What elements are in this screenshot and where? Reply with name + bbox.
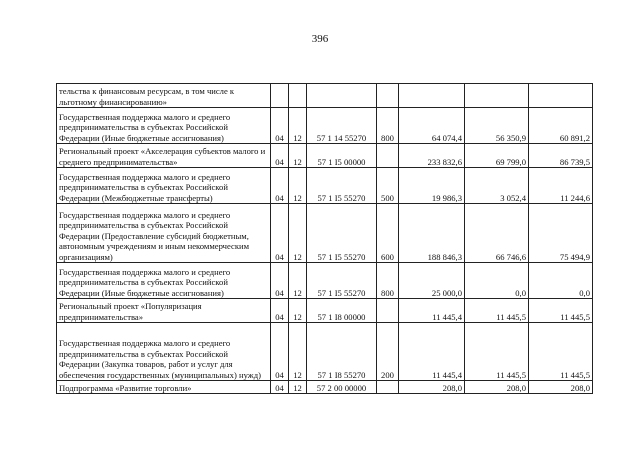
expense-type-code xyxy=(377,84,399,108)
expense-type-code: 800 xyxy=(377,108,399,144)
amount-year-1: 233 832,6 xyxy=(399,144,465,168)
amount-year-2: 11 445,5 xyxy=(465,299,529,323)
section-code: 04 xyxy=(271,299,289,323)
target-article-code: 57 1 I8 00000 xyxy=(307,299,377,323)
expense-type-code xyxy=(377,299,399,323)
amount-year-2: 69 799,0 xyxy=(465,144,529,168)
row-name: Государственная поддержка малого и среднего предпринимательства в субъектах Российской Федерации (Предоставление субсидий бюджетным, автономным учреждениям и иным некоммерческим организациям) xyxy=(57,204,271,263)
expense-type-code: 800 xyxy=(377,263,399,299)
table-row xyxy=(57,84,593,108)
section-code: 04 xyxy=(271,323,289,381)
row-name: Государственная поддержка малого и среднего предпринимательства в субъектах Российской Федерации (Межбюджетные трансферты) xyxy=(57,168,271,204)
target-article-code: 57 2 00 00000 xyxy=(307,381,377,394)
subsection-code: 12 xyxy=(289,381,307,394)
subsection-code: 12 xyxy=(289,323,307,381)
amount-year-2: 208,0 xyxy=(465,381,529,394)
amount-year-2: 0,0 xyxy=(465,263,529,299)
amount-year-1: 25 000,0 xyxy=(399,263,465,299)
amount-year-2: 66 746,6 xyxy=(465,204,529,263)
target-article-code: 57 1 14 55270 xyxy=(307,108,377,144)
table-row xyxy=(57,108,593,144)
amount-year-1: 188 846,3 xyxy=(399,204,465,263)
subsection-code: 12 xyxy=(289,108,307,144)
amount-year-3 xyxy=(529,84,593,108)
expense-type-code: 200 xyxy=(377,323,399,381)
row-name: Государственная поддержка малого и среднего предпринимательства в субъектах Российской Федерации (Иные бюджетные ассигнования) xyxy=(57,263,271,299)
row-name: Государственная поддержка малого и среднего предпринимательства в субъектах Российской Федерации (Закупка товаров, работ и услуг для обеспечения государственных (муниципальных) нужд) xyxy=(57,323,271,381)
amount-year-1: 11 445,4 xyxy=(399,299,465,323)
amount-year-3: 11 244,6 xyxy=(529,168,593,204)
amount-year-2: 3 052,4 xyxy=(465,168,529,204)
expense-type-code: 600 xyxy=(377,204,399,263)
amount-year-3: 75 494,9 xyxy=(529,204,593,263)
section-code: 04 xyxy=(271,108,289,144)
amount-year-3: 208,0 xyxy=(529,381,593,394)
budget-table xyxy=(56,83,593,394)
amount-year-3: 0,0 xyxy=(529,263,593,299)
target-article-code: 57 1 I8 55270 xyxy=(307,323,377,381)
expense-type-code: 500 xyxy=(377,168,399,204)
target-article-code xyxy=(307,84,377,108)
section-code: 04 xyxy=(271,204,289,263)
subsection-code: 12 xyxy=(289,263,307,299)
amount-year-3: 86 739,5 xyxy=(529,144,593,168)
subsection-code: 12 xyxy=(289,204,307,263)
expense-type-code xyxy=(377,144,399,168)
row-name: Подпрограмма «Развитие торговли» xyxy=(57,381,271,394)
amount-year-2: 56 350,9 xyxy=(465,108,529,144)
row-name: Региональный проект «Популяризация предпринимательства» xyxy=(57,299,271,323)
table-row xyxy=(57,204,593,263)
subsection-code: 12 xyxy=(289,144,307,168)
amount-year-2: 11 445,5 xyxy=(465,323,529,381)
amount-year-1: 11 445,4 xyxy=(399,323,465,381)
amount-year-1: 208,0 xyxy=(399,381,465,394)
target-article-code: 57 1 I5 00000 xyxy=(307,144,377,168)
amount-year-1 xyxy=(399,84,465,108)
row-name: Региональный проект «Акселерация субъектов малого и среднего предпринимательства» xyxy=(57,144,271,168)
subsection-code: 12 xyxy=(289,168,307,204)
amount-year-3: 11 445,5 xyxy=(529,323,593,381)
amount-year-2 xyxy=(465,84,529,108)
table-row xyxy=(57,323,593,381)
section-code: 04 xyxy=(271,381,289,394)
expense-type-code xyxy=(377,381,399,394)
table-row xyxy=(57,381,593,394)
table-row xyxy=(57,144,593,168)
section-code xyxy=(271,84,289,108)
amount-year-1: 64 074,4 xyxy=(399,108,465,144)
table-row xyxy=(57,263,593,299)
target-article-code: 57 1 I5 55270 xyxy=(307,263,377,299)
row-name: Государственная поддержка малого и среднего предпринимательства в субъектах Российской Федерации (Иные бюджетные ассигнования) xyxy=(57,108,271,144)
section-code: 04 xyxy=(271,144,289,168)
target-article-code: 57 1 I5 55270 xyxy=(307,204,377,263)
row-name: тельства к финансовым ресурсам, в том числе к льготному финансированию» xyxy=(57,84,271,108)
amount-year-3: 60 891,2 xyxy=(529,108,593,144)
page-number: 396 xyxy=(311,33,329,45)
amount-year-1: 19 986,3 xyxy=(399,168,465,204)
subsection-code: 12 xyxy=(289,299,307,323)
table-row xyxy=(57,299,593,323)
subsection-code xyxy=(289,84,307,108)
section-code: 04 xyxy=(271,168,289,204)
target-article-code: 57 1 I5 55270 xyxy=(307,168,377,204)
amount-year-3: 11 445,5 xyxy=(529,299,593,323)
table-row xyxy=(57,168,593,204)
section-code: 04 xyxy=(271,263,289,299)
